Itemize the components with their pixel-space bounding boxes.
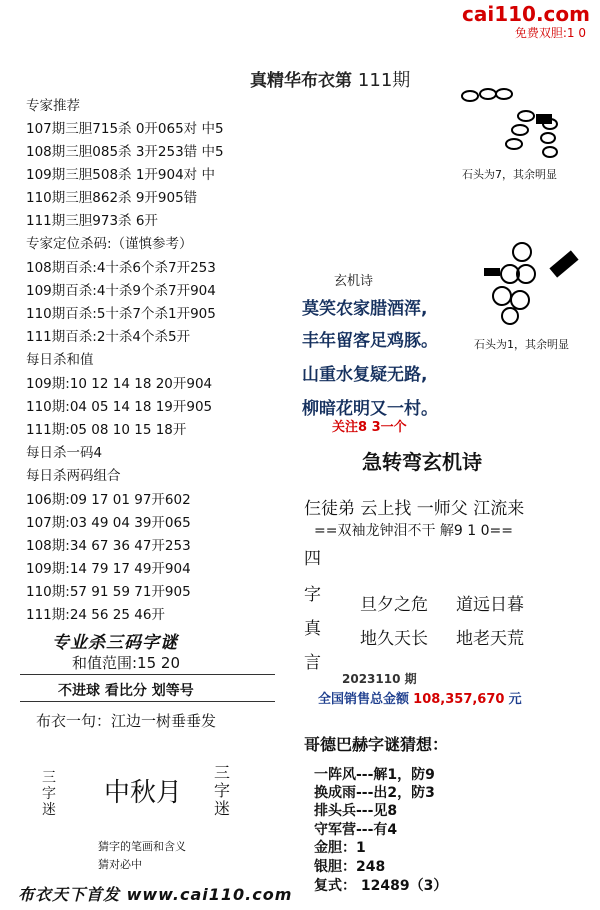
urgent-line: ==双袖龙钟泪不干 解9 1 0== [314, 523, 513, 539]
divider [20, 674, 275, 675]
silver-pick: 银胆：248 [314, 859, 386, 875]
lottery-unit: 元 [508, 692, 522, 707]
page-title [250, 66, 410, 92]
page-title-text: 真精华布衣第 [250, 71, 352, 91]
four-char-phrase: 旦夕之危 [360, 595, 428, 615]
position-line: 111期百杀:2十杀4个杀5开 [26, 329, 191, 345]
goldbach-heading: 哥德巴赫字谜猜想： [304, 735, 449, 754]
position-heading: 专家定位杀码:（谨慎参考） [26, 236, 193, 252]
daily-one-code: 每日杀一码4 [26, 445, 103, 461]
daily-two-line: 110期:57 91 59 71开905 [26, 584, 191, 600]
urgent-heading: 急转弯玄机诗 [362, 450, 482, 474]
poem-line: 柳暗花明又一村。 [302, 399, 438, 419]
four-char-phrase: 地久天长 [360, 629, 428, 649]
vertical-char: 字 [304, 585, 321, 605]
goldbach-line: 一阵风---解1，防9 [314, 767, 435, 783]
riddle-center: 中秋月 [104, 778, 183, 808]
goldbach-line: 换成雨---出2，防3 [314, 785, 435, 801]
stone-picture-7 [448, 78, 578, 168]
daily-two-line: 108期:34 67 36 47开253 [26, 538, 191, 554]
lottery-amount: 108,357,670 [413, 692, 505, 707]
gold-pick: 金胆：1 [314, 840, 366, 856]
position-line: 109期百杀:4十杀9个杀7开904 [26, 283, 216, 299]
daily-two-line: 107期:03 49 04 39开065 [26, 515, 191, 531]
poem-title: 玄机诗 [334, 274, 374, 289]
expert-line: 107期三胆715杀 0开065对 中5 [26, 121, 224, 137]
position-line: 108期百杀:4十杀6个杀7开253 [26, 260, 216, 276]
daily-sum-line: 110期:04 05 14 18 19开905 [26, 399, 213, 415]
expert-line: 108期三胆085杀 3开253错 中5 [26, 144, 224, 160]
daily-sum-line: 111期:05 08 10 15 18开 [26, 422, 187, 438]
stone-caption: 石头为7，其余明显 [462, 168, 557, 181]
daily-two-line: 109期:14 79 17 49开904 [26, 561, 191, 577]
buyi-sentence: 布衣一句：江边一树垂垂发 [36, 712, 217, 730]
daily-sum-line: 109期:10 12 14 18 20开904 [26, 376, 213, 392]
compound-pick [314, 875, 447, 895]
slogan: 不进球 看比分 划等号 [58, 683, 194, 699]
free-double-banner: 免费双胆:1 0 [514, 26, 586, 40]
lottery-issue: 2023110 期 [342, 672, 417, 686]
poem-line: 山重水复疑无路, [302, 365, 428, 385]
vertical-char: 四 [304, 549, 321, 569]
vertical-char: 真 [304, 619, 321, 639]
compound-label: 复式： [314, 878, 356, 894]
goldbach-line: 守军营---有4 [314, 822, 398, 838]
vertical-char: 言 [304, 653, 321, 673]
sum-range: 和值范围:15 20 [72, 654, 180, 672]
riddle-note: 猜字的笔画和含义 [98, 840, 186, 853]
stone-picture-1 [480, 238, 590, 328]
daily-two-line: 106期:09 17 01 97开602 [26, 492, 191, 508]
position-line: 110期百杀:5十杀7个杀1开905 [26, 306, 216, 322]
goldbach-line: 排头兵---见8 [314, 803, 398, 819]
poem-line: 丰年留客足鸡豚。 [302, 331, 438, 351]
expert-heading: 专家推荐 [26, 98, 80, 114]
riddle-side-right: 三字迷 [214, 763, 231, 818]
riddle-three-heading: 专业杀三码字谜 [52, 633, 178, 653]
riddle-note: 猜对必中 [98, 858, 142, 871]
page-title-issue: 111期 [357, 70, 411, 91]
urgent-line: 仨徒弟 云上找 一师父 江流来 [304, 499, 525, 519]
lottery-label: 全国销售总金额 [318, 692, 410, 707]
four-char-phrase: 地老天荒 [456, 629, 524, 649]
expert-line: 111期三胆973杀 6开 [26, 213, 158, 229]
poem-line: 莫笑农家腊酒浑, [302, 299, 428, 319]
riddle-side-left: 三字迷 [42, 770, 56, 818]
daily-two-line: 111期:24 56 25 46开 [26, 607, 165, 623]
site-logo: cai110.com [462, 2, 590, 26]
stone-caption: 石头为1，其余明显 [474, 338, 569, 351]
compound-value: 12489（3） [360, 878, 448, 894]
lottery-sales [318, 688, 522, 707]
divider [20, 701, 275, 702]
expert-line: 110期三胆862杀 9开905错 [26, 190, 198, 206]
four-char-phrase: 道远日暮 [456, 595, 524, 615]
follow-note: 关注8 3一个 [332, 420, 407, 435]
daily-two-heading: 每日杀两码组合 [26, 468, 121, 484]
expert-line: 109期三胆508杀 1开904对 中 [26, 167, 215, 183]
daily-sum-heading: 每日杀和值 [26, 352, 94, 368]
footer-banner: 布衣天下首发 www.cai110.com [18, 885, 293, 904]
